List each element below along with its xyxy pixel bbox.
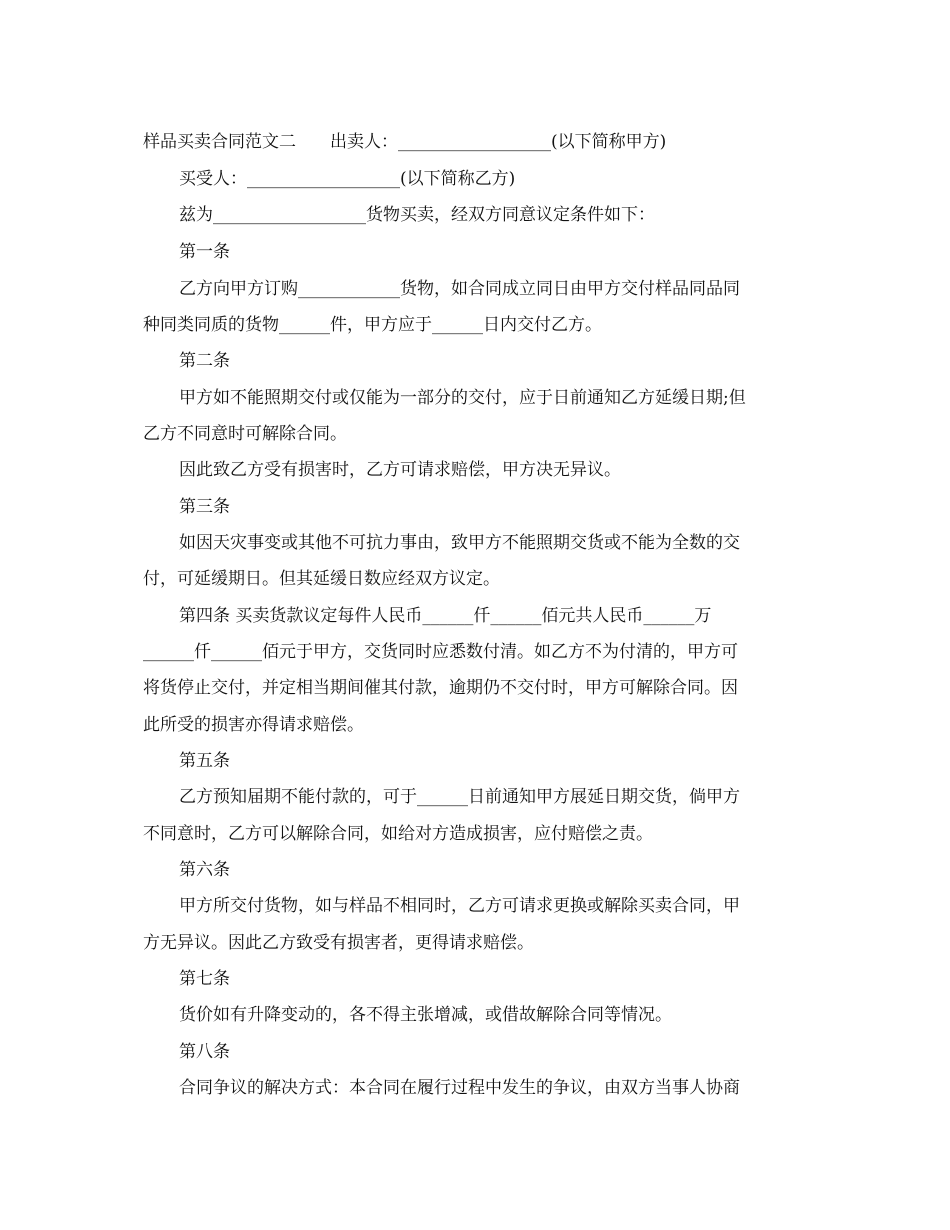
article-4-text-1: 第四条 买卖货款议定每件人民币______仟______佰元共人民币______万 bbox=[179, 606, 712, 626]
article-3-text-1: 如因天灾事变或其他不可抗力事由，致甲方不能照期交货或不能为全数的交 bbox=[179, 533, 740, 553]
article-2-text-2: 乙方不同意时可解除合同。 bbox=[143, 424, 347, 444]
article-1-text-1: 乙方向甲方订购____________货物，如合同成立同日由甲方交付样品同品同 bbox=[179, 279, 740, 299]
article-7-text-1: 货价如有升降变动的，各不得主张增减，或借故解除合同等情况。 bbox=[179, 1005, 672, 1025]
article-3-text-2: 付，可延缓期日。但其延缓日数应经双方议定。 bbox=[143, 569, 500, 589]
article-3-heading: 第三条 bbox=[179, 497, 230, 517]
buyer-line: 买受人：__________________(以下简称乙方) bbox=[179, 169, 516, 189]
article-4-text-2: ______仟______佰元于甲方，交货同时应悉数付清。如乙方不为付清的，甲方可 bbox=[143, 642, 738, 662]
article-5-text-1: 乙方预知届期不能付款的，可于______日前通知甲方展延日期交货，倘甲方 bbox=[179, 787, 740, 807]
article-5-heading: 第五条 bbox=[179, 751, 230, 771]
article-5-text-2: 不同意时，乙方可以解除合同，如给对方造成损害，应付赔偿之责。 bbox=[143, 824, 653, 844]
title-seller-line: 样品买卖合同范文二 出卖人：__________________(以下简称甲方) bbox=[143, 132, 667, 152]
article-1-text-2: 种同类同质的货物______件，甲方应于______日内交付乙方。 bbox=[143, 315, 602, 335]
article-4-text-3: 将货停止交付，并定相当期间催其付款，逾期仍不交付时，甲方可解除合同。因 bbox=[143, 678, 738, 698]
article-1-heading: 第一条 bbox=[179, 242, 230, 262]
article-6-text-2: 方无异议。因此乙方致受有损害者，更得请求赔偿。 bbox=[143, 933, 534, 953]
article-2-text-3: 因此致乙方受有损害时，乙方可请求赔偿，甲方决无异议。 bbox=[179, 460, 621, 480]
article-6-text-1: 甲方所交付货物，如与样品不相同时，乙方可请求更换或解除买卖合同，甲 bbox=[179, 896, 740, 916]
preamble-line: 兹为__________________货物买卖，经双方同意议定条件如下： bbox=[179, 205, 655, 225]
article-8-text-1: 合同争议的解决方式：本合同在履行过程中发生的争议，由双方当事人协商 bbox=[179, 1078, 740, 1098]
article-2-heading: 第二条 bbox=[179, 351, 230, 371]
article-6-heading: 第六条 bbox=[179, 860, 230, 880]
article-2-text-1: 甲方如不能照期交付或仅能为一部分的交付，应于日前通知乙方延缓日期;但 bbox=[179, 388, 746, 408]
article-4-text-4: 此所受的损害亦得请求赔偿。 bbox=[143, 715, 364, 735]
article-7-heading: 第七条 bbox=[179, 969, 230, 989]
article-8-heading: 第八条 bbox=[179, 1042, 230, 1062]
